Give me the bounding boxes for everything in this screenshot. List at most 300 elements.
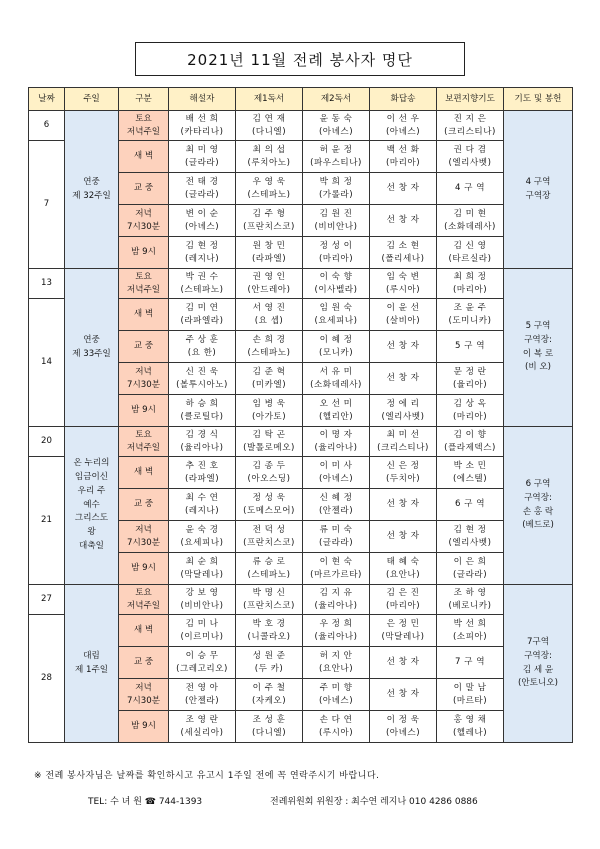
baptismal-name: (스테파노) [180, 284, 224, 295]
volunteer-name: 은 정 민 [386, 619, 420, 630]
baptismal-name: (안드레아) [247, 284, 291, 295]
header-first-reading: 제1독서 [236, 88, 303, 111]
baptismal-name: (다니엘) [251, 727, 287, 738]
volunteer-name: 백 선 화 [386, 145, 420, 156]
volunteer-cell [370, 331, 437, 363]
date-cell: 14 [29, 299, 65, 427]
volunteer-name: 정 성 욱 [252, 493, 286, 504]
header-second-reading: 제2독서 [303, 88, 370, 111]
baptismal-name: (미카엘) [251, 379, 287, 390]
service-cell [119, 679, 169, 711]
baptismal-name: (요안나) [318, 663, 354, 674]
service-cell [119, 489, 169, 521]
volunteer-name: 류 승 로 [252, 557, 286, 568]
sunday-line: 왕 [87, 527, 96, 538]
volunteer-name: 원 창 민 [252, 241, 286, 252]
volunteer-name: 정 성 이 [319, 241, 353, 252]
baptismal-name: (소화데레사) [310, 379, 362, 390]
volunteer-name: 권 영 인 [252, 272, 286, 283]
service-cell [119, 141, 169, 173]
volunteer-cell [303, 679, 370, 711]
baptismal-name: (볼투시아노) [176, 379, 228, 390]
sunday-cell [65, 111, 119, 269]
baptismal-name: (비비안나) [180, 600, 224, 611]
baptismal-name: (그레고리오) [176, 663, 228, 674]
volunteer-name: 조 하 영 [453, 588, 487, 599]
volunteer-cell [169, 111, 236, 141]
baptismal-name: (마르타) [452, 695, 488, 706]
volunteer-name: 이 혜 정 [319, 335, 353, 346]
volunteer-name: 김 원 진 [319, 209, 353, 220]
baptismal-name: (플라제덱스) [444, 442, 496, 453]
service-line: 새 벽 [133, 467, 154, 478]
volunteer-name: 박 호 경 [252, 619, 286, 630]
baptismal-name: (아녜스) [318, 473, 354, 484]
service-line: 교 중 [133, 341, 154, 352]
table-row [29, 111, 573, 141]
volunteer-cell [303, 457, 370, 489]
volunteer-cell [236, 237, 303, 269]
volunteer-cell [169, 457, 236, 489]
sunday-line: 임금이신 [74, 472, 109, 483]
baptismal-name: (폴리세나) [381, 253, 425, 264]
service-cell [119, 331, 169, 363]
volunteer-cell [303, 331, 370, 363]
volunteer-cell [236, 141, 303, 173]
volunteer-name: 김 준 혁 [252, 367, 286, 378]
service-cell [119, 237, 169, 269]
volunteer-name: 하 승 희 [185, 399, 219, 410]
volunteer-cell [236, 111, 303, 141]
baptismal-name: (요 셉) [254, 315, 284, 326]
baptismal-name: (에스텔) [452, 473, 488, 484]
volunteer-cell [303, 489, 370, 521]
prayer-line: 구역장 [525, 190, 551, 201]
sunday-line: 대축일 [79, 540, 104, 551]
baptismal-name: (소피아) [452, 631, 488, 642]
baptismal-name: (헬레나) [452, 727, 488, 738]
volunteer-name: 박 선 희 [453, 619, 487, 630]
baptismal-name: (크리스티나) [444, 126, 496, 137]
volunteer-cell [370, 615, 437, 647]
volunteer-name: 임 숙 변 [386, 272, 420, 283]
baptismal-name: (가롤라) [318, 189, 354, 200]
volunteer-cell [370, 269, 437, 299]
baptismal-name: (라파엘) [251, 253, 287, 264]
volunteer-cell [169, 141, 236, 173]
volunteer-cell [169, 363, 236, 395]
baptismal-name: (비비안나) [314, 221, 358, 232]
service-line: 저녁주일 [126, 442, 161, 453]
volunteer-cell [303, 363, 370, 395]
volunteer-name: 최 희 정 [453, 272, 487, 283]
volunteer-cell [437, 615, 504, 647]
baptismal-name: (헬리안) [318, 411, 354, 422]
service-line: 저녁 [135, 367, 152, 378]
volunteer-name: 우 영 욱 [252, 177, 286, 188]
volunteer-cell [236, 553, 303, 585]
baptismal-name: (율리아) [452, 379, 488, 390]
service-cell [119, 205, 169, 237]
service-cell [119, 585, 169, 615]
baptismal-name: (스테파노) [247, 189, 291, 200]
volunteer-name: 허 지 안 [319, 651, 353, 662]
service-cell [119, 363, 169, 395]
table-row [29, 427, 573, 457]
volunteer-name: 김 종 두 [252, 461, 286, 472]
header-intercessions: 보편지향기도 [437, 88, 504, 111]
sunday-line: 대림 [83, 650, 100, 661]
baptismal-name: (베로니카) [448, 600, 492, 611]
volunteer-name: 김 연 재 [252, 114, 286, 125]
header-row [29, 88, 573, 111]
baptismal-name: (스테파노) [247, 569, 291, 580]
volunteer-name: 전 덕 성 [252, 525, 286, 536]
prayer-offering-cell [504, 111, 573, 269]
baptismal-name: (글라라) [452, 569, 488, 580]
volunteer-cell [303, 269, 370, 299]
service-line: 밤 9시 [131, 247, 156, 258]
prayer-line: (베드로) [522, 520, 554, 531]
service-line: 7시30분 [126, 537, 160, 548]
volunteer-name: 김 미 현 [453, 209, 487, 220]
baptismal-name: (소화데레사) [444, 221, 496, 232]
volunteer-name: 변 이 순 [185, 209, 219, 220]
prayer-line: 구역장: [524, 650, 552, 661]
volunteer-name: 허 윤 정 [319, 145, 353, 156]
baptismal-name: (크리스티나) [377, 442, 429, 453]
baptismal-name: (자케오) [251, 695, 287, 706]
volunteer-cell [370, 237, 437, 269]
baptismal-name: (율리아나) [314, 631, 358, 642]
baptismal-name: (카타리나) [180, 126, 224, 137]
volunteer-cell [169, 615, 236, 647]
baptismal-name: (도미니카) [448, 315, 492, 326]
service-line: 교 중 [133, 183, 154, 194]
volunteer-cell [303, 173, 370, 205]
volunteer-name: 김 미 나 [185, 619, 219, 630]
volunteer-cell [370, 427, 437, 457]
volunteer-name: 강 보 영 [185, 588, 219, 599]
volunteer-name: 진 지 은 [453, 114, 487, 125]
volunteer-name: 김 주 형 [252, 209, 286, 220]
volunteer-cell [236, 615, 303, 647]
page-title-text: 2021년 11월 전례 봉사자 명단 [187, 50, 413, 69]
header-service: 구분 [119, 88, 169, 111]
volunteer-cell [437, 647, 504, 679]
volunteer-name: 김 이 향 [453, 430, 487, 441]
baptismal-name: (엘리사벳) [448, 537, 492, 548]
header-commentator: 해설자 [169, 88, 236, 111]
volunteer-name: 김 현 정 [185, 241, 219, 252]
baptismal-name: (모니카) [318, 347, 354, 358]
baptismal-name: (요 한) [187, 347, 217, 358]
baptismal-name: (율리아나) [180, 442, 224, 453]
prayer-offering-cell [504, 269, 573, 427]
header-sunday: 주일 [65, 88, 119, 111]
volunteer-name: 선 창 자 [386, 215, 420, 226]
baptismal-name: (프란치스코) [243, 221, 295, 232]
volunteer-name: 전 태 경 [185, 177, 219, 188]
volunteer-cell [303, 521, 370, 553]
baptismal-name: (아오스딩) [247, 473, 291, 484]
service-cell [119, 553, 169, 585]
baptismal-name: (클로틸다) [180, 411, 224, 422]
volunteer-cell [303, 205, 370, 237]
volunteer-name: 서 영 진 [252, 303, 286, 314]
volunteer-name: 김 미 연 [185, 303, 219, 314]
volunteer-name: 이 현 숙 [319, 557, 353, 568]
date-cell: 27 [29, 585, 65, 615]
volunteer-name: 이 윤 선 [386, 303, 420, 314]
baptismal-name: (두치아) [385, 473, 421, 484]
volunteer-name: 박 권 수 [185, 272, 219, 283]
baptismal-name: (율리아나) [314, 442, 358, 453]
volunteer-cell [169, 331, 236, 363]
volunteer-cell [370, 679, 437, 711]
volunteer-name: 김 현 정 [453, 525, 487, 536]
service-line: 저녁 [135, 525, 152, 536]
volunteer-cell [370, 173, 437, 205]
service-cell [119, 427, 169, 457]
service-line: 토요 [135, 430, 152, 441]
volunteer-cell [169, 585, 236, 615]
volunteer-name: 김 탁 곤 [252, 430, 286, 441]
volunteer-cell [236, 489, 303, 521]
sunday-line: 제 1주일 [74, 664, 109, 675]
baptismal-name: (루치아노) [247, 157, 291, 168]
baptismal-name: (아녜스) [184, 221, 220, 232]
baptismal-name: (요세피나) [180, 537, 224, 548]
volunteer-cell [303, 111, 370, 141]
service-cell [119, 173, 169, 205]
volunteer-name: 5 구 역 [454, 341, 486, 352]
volunteer-cell [370, 299, 437, 331]
baptismal-name: (막달레나) [180, 569, 224, 580]
volunteer-name: 박 소 민 [453, 461, 487, 472]
volunteer-cell [437, 521, 504, 553]
baptismal-name: (이르미나) [180, 631, 224, 642]
volunteer-name: 선 창 자 [386, 657, 420, 668]
volunteer-name: 권 다 겸 [453, 145, 487, 156]
baptismal-name: (글라라) [184, 157, 220, 168]
volunteer-cell [303, 711, 370, 743]
volunteer-name: 임 병 욱 [252, 399, 286, 410]
volunteer-name: 선 창 자 [386, 183, 420, 194]
volunteer-cell [169, 427, 236, 457]
sunday-cell [65, 585, 119, 743]
baptismal-name: (도메스모어) [243, 505, 295, 516]
baptismal-name: (엘리사벳) [381, 411, 425, 422]
volunteer-cell [437, 457, 504, 489]
sunday-cell [65, 269, 119, 427]
baptismal-name: (마르가르타) [310, 569, 362, 580]
volunteer-name: 손 다 연 [319, 715, 353, 726]
volunteer-cell [437, 141, 504, 173]
volunteer-name: 오 선 미 [319, 399, 353, 410]
volunteer-name: 추 진 호 [185, 461, 219, 472]
volunteer-cell [169, 237, 236, 269]
baptismal-name: (율리아나) [314, 600, 358, 611]
volunteer-cell [169, 299, 236, 331]
service-line: 7시30분 [126, 379, 160, 390]
volunteer-name: 박 명 신 [252, 588, 286, 599]
service-line: 새 벽 [133, 625, 154, 636]
volunteer-name: 류 미 숙 [319, 525, 353, 536]
notice-text: ※ 전례 봉사자님은 날짜를 확인하시고 유고시 1주일 전에 꼭 연락주시기 바랍니다. [34, 771, 380, 781]
date-cell: 28 [29, 615, 65, 743]
service-line: 저녁 [135, 683, 152, 694]
roster-body [29, 111, 573, 743]
volunteer-name: 윤 숙 경 [185, 525, 219, 536]
service-cell [119, 269, 169, 299]
volunteer-cell [437, 711, 504, 743]
service-line: 새 벽 [133, 151, 154, 162]
volunteer-name: 이 주 철 [252, 683, 286, 694]
baptismal-name: (두 카) [254, 663, 284, 674]
volunteer-name: 최 의 섭 [252, 145, 286, 156]
volunteer-cell [169, 489, 236, 521]
volunteer-cell [437, 331, 504, 363]
volunteer-cell [236, 173, 303, 205]
volunteer-cell [236, 521, 303, 553]
service-line: 토요 [135, 588, 152, 599]
service-cell [119, 521, 169, 553]
volunteer-cell [437, 427, 504, 457]
prayer-line: 6 구역 [525, 479, 551, 489]
baptismal-name: (마리아) [385, 157, 421, 168]
volunteer-cell [236, 205, 303, 237]
prayer-line: 이 복 로 [522, 348, 554, 359]
volunteer-cell [370, 363, 437, 395]
sunday-cell [65, 427, 119, 585]
volunteer-cell [303, 395, 370, 427]
volunteer-cell [236, 457, 303, 489]
baptismal-name: (니콜라오) [247, 631, 291, 642]
volunteer-name: 이 말 남 [453, 683, 487, 694]
sunday-line: 제 32주일 [72, 190, 111, 201]
volunteer-name: 김 상 옥 [453, 399, 487, 410]
volunteer-cell [169, 205, 236, 237]
volunteer-name: 선 창 자 [386, 373, 420, 384]
volunteer-cell [169, 679, 236, 711]
baptismal-name: (마리아) [385, 600, 421, 611]
page-title [135, 42, 465, 76]
baptismal-name: (글라라) [184, 189, 220, 200]
volunteer-cell [437, 553, 504, 585]
baptismal-name: (파우스티나) [310, 157, 362, 168]
volunteer-name: 신 은 정 [386, 461, 420, 472]
volunteer-cell [169, 711, 236, 743]
volunteer-cell [236, 427, 303, 457]
sunday-line: 연중 [83, 334, 100, 345]
baptismal-name: (타르실라) [448, 253, 492, 264]
volunteer-cell [236, 331, 303, 363]
volunteer-name: 선 창 자 [386, 689, 420, 700]
volunteer-name: 김 은 진 [386, 588, 420, 599]
service-line: 새 벽 [133, 309, 154, 320]
volunteer-name: 조 윤 주 [453, 303, 487, 314]
volunteer-name: 이 선 우 [386, 114, 420, 125]
volunteer-cell [370, 489, 437, 521]
prayer-line: (안토니오) [518, 678, 558, 689]
baptismal-name: (라파엘) [184, 473, 220, 484]
baptismal-name: (레지나) [184, 253, 220, 264]
volunteer-cell [370, 521, 437, 553]
volunteer-cell [303, 615, 370, 647]
sunday-line: 그리스도 [74, 513, 109, 524]
baptismal-name: (스테파노) [247, 347, 291, 358]
volunteer-cell [437, 679, 504, 711]
volunteer-cell [303, 553, 370, 585]
volunteer-name: 문 정 란 [453, 367, 487, 378]
volunteer-cell [370, 205, 437, 237]
baptismal-name: (아녜스) [385, 727, 421, 738]
volunteer-cell [169, 521, 236, 553]
date-cell: 7 [29, 141, 65, 269]
volunteer-name: 이 미 사 [319, 461, 353, 472]
header-psalm: 화답송 [370, 88, 437, 111]
volunteer-name: 7 구 역 [454, 657, 486, 668]
volunteer-name: 4 구 역 [454, 183, 486, 194]
service-line: 저녁주일 [126, 126, 161, 137]
service-cell [119, 299, 169, 331]
volunteer-name: 선 창 자 [386, 531, 420, 542]
volunteer-cell [437, 299, 504, 331]
volunteer-name: 신 혜 정 [319, 493, 353, 504]
service-line: 7시30분 [126, 221, 160, 232]
volunteer-cell [303, 299, 370, 331]
header-prayer-offering: 기도 및 봉헌 [504, 88, 573, 111]
volunteer-cell [169, 553, 236, 585]
volunteer-cell [370, 395, 437, 427]
baptismal-name: (이사벨라) [314, 284, 358, 295]
prayer-line: 손 홍 락 [522, 506, 554, 517]
roster-table [28, 87, 573, 743]
volunteer-cell [236, 269, 303, 299]
contact-tel: TEL: 수 녀 원 ☎ 744-1393 [88, 797, 203, 807]
sunday-line: 우리 주 [77, 485, 106, 496]
sunday-line: 연중 [83, 176, 100, 187]
baptismal-name: (마리아) [452, 411, 488, 422]
volunteer-name: 김 경 식 [185, 430, 219, 441]
baptismal-name: (다니엘) [251, 126, 287, 137]
baptismal-name: (레지나) [184, 505, 220, 516]
volunteer-name: 전 영 아 [185, 683, 219, 694]
prayer-line: 4 구역 [525, 176, 551, 187]
prayer-offering-cell [504, 427, 573, 585]
baptismal-name: (발톨로메오) [243, 442, 295, 453]
service-line: 7시30분 [126, 695, 160, 706]
service-line: 밤 9시 [131, 721, 156, 732]
date-cell: 6 [29, 111, 65, 141]
volunteer-cell [437, 363, 504, 395]
service-cell [119, 647, 169, 679]
volunteer-name: 김 소 현 [386, 241, 420, 252]
volunteer-name: 이 은 희 [453, 557, 487, 568]
volunteer-name: 최 순 희 [185, 557, 219, 568]
volunteer-name: 김 신 영 [453, 241, 487, 252]
prayer-line: 김 세 윤 [522, 664, 554, 675]
table-row [29, 269, 573, 299]
volunteer-name: 손 희 경 [252, 335, 286, 346]
volunteer-cell [370, 553, 437, 585]
volunteer-cell [437, 585, 504, 615]
baptismal-name: (루시아) [318, 727, 354, 738]
service-line: 토요 [135, 114, 152, 125]
baptismal-name: (엘리사벳) [448, 157, 492, 168]
sunday-line: 예수 [83, 499, 100, 510]
